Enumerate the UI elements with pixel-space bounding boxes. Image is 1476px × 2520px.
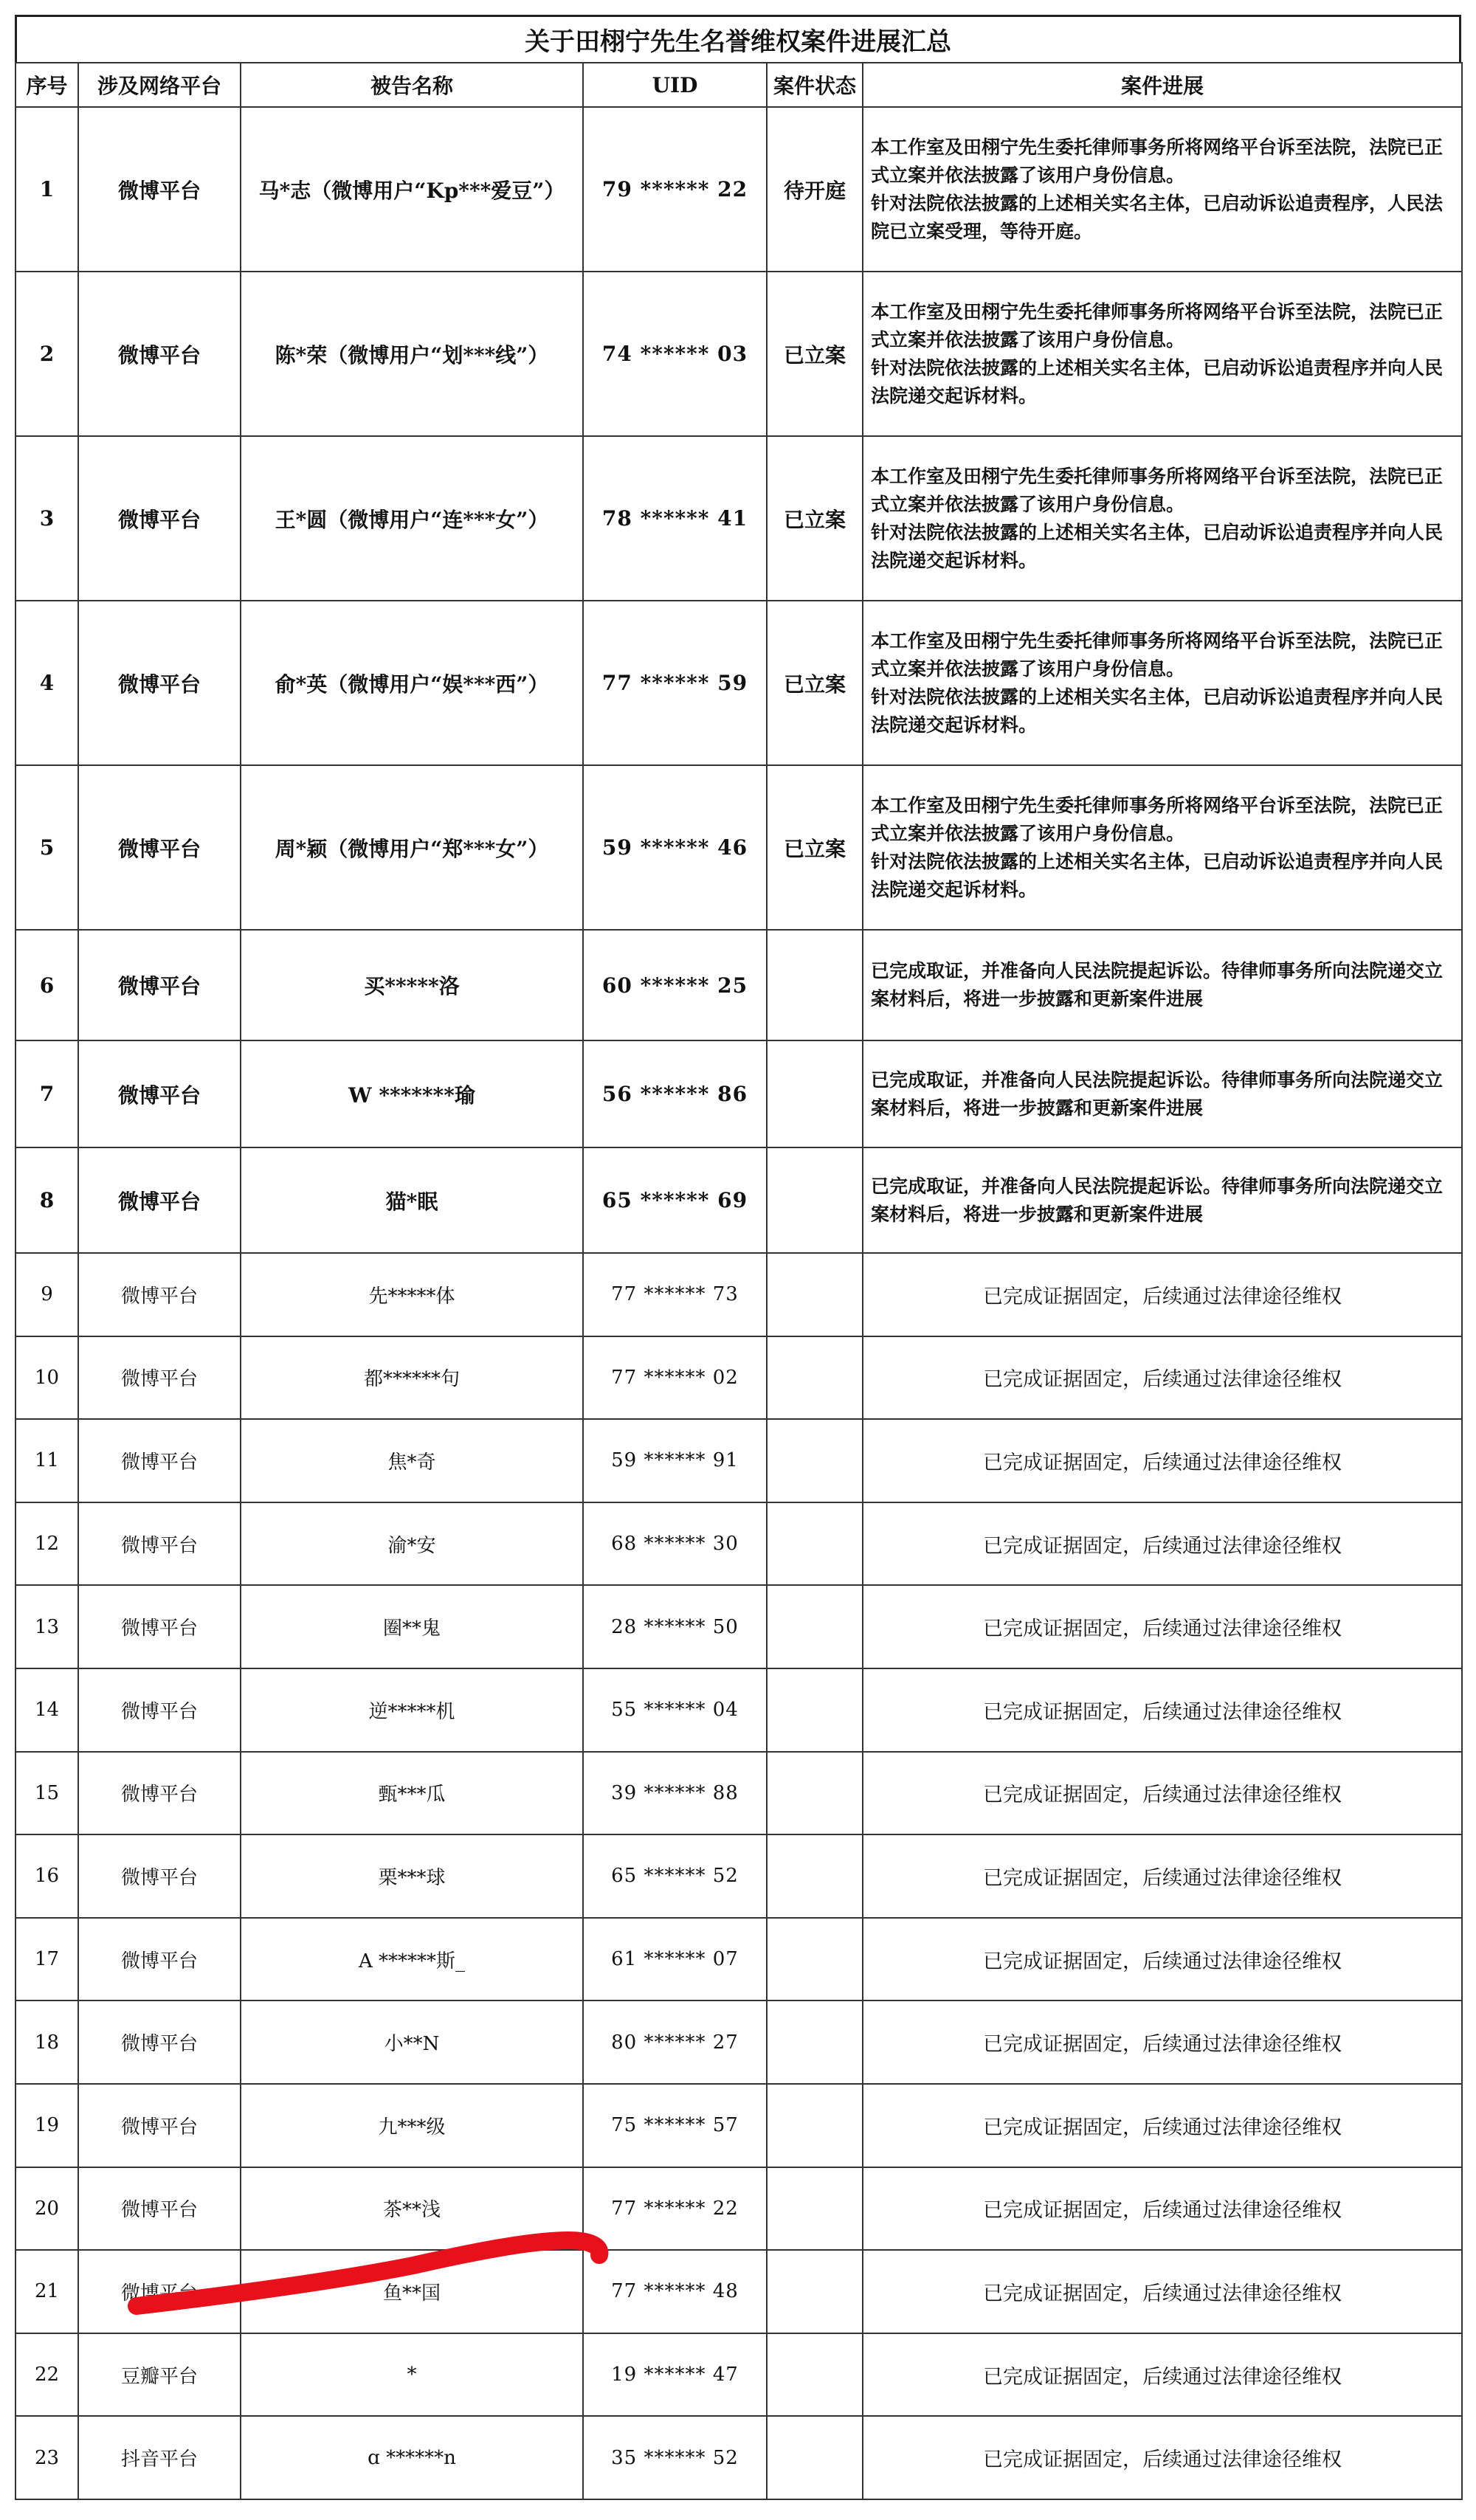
cell-status bbox=[767, 2416, 863, 2499]
cell-platform: 微博平台 bbox=[78, 765, 241, 930]
cell-defendant: 都******句 bbox=[241, 1336, 583, 1420]
table-row bbox=[15, 1918, 1462, 2001]
cell-defendant: 俞*英（微博用户“娱***西”） bbox=[241, 601, 583, 765]
progress-line: 本工作室及田栩宁先生委托律师事务所将网络平台诉至法院，法院已正式立案并依法披露了该用户身份信息。 bbox=[871, 629, 1444, 680]
cell-uid: 65 ****** 69 bbox=[583, 1147, 767, 1253]
cell-status: 已立案 bbox=[767, 601, 863, 765]
table-row bbox=[15, 2416, 1462, 2499]
cell-status bbox=[767, 1147, 863, 1253]
cell-platform: 微博平台 bbox=[78, 1668, 241, 1752]
cell-status bbox=[767, 1040, 863, 1147]
cell-platform: 微博平台 bbox=[78, 107, 241, 272]
cell-uid: 68 ****** 30 bbox=[583, 1502, 767, 1586]
header-progress: 案件进展 bbox=[863, 63, 1462, 107]
progress-line: 已完成证据固定，后续通过法律途径维权 bbox=[983, 2033, 1342, 2057]
progress-line: 本工作室及田栩宁先生委托律师事务所将网络平台诉至法院，法院已正式立案并依法披露了该用户身份信息。 bbox=[871, 794, 1444, 844]
cell-platform: 微博平台 bbox=[78, 1752, 241, 1835]
progress-line: 已完成证据固定，后续通过法律途径维权 bbox=[983, 1784, 1342, 1807]
table-row bbox=[15, 1502, 1462, 1586]
cell-defendant: A ******斯_ bbox=[241, 1918, 583, 2001]
cell-no: 5 bbox=[15, 765, 78, 930]
cell-no: 6 bbox=[15, 930, 78, 1040]
table-row bbox=[15, 601, 1462, 765]
cell-status bbox=[767, 1502, 863, 1586]
cell-platform: 微博平台 bbox=[78, 1040, 241, 1147]
cell-progress bbox=[863, 2001, 1462, 2084]
cell-defendant: 买*****洛 bbox=[241, 930, 583, 1040]
cell-defendant: 九***级 bbox=[241, 2084, 583, 2167]
cell-progress bbox=[863, 2084, 1462, 2167]
cell-no: 21 bbox=[15, 2250, 78, 2333]
case-rows bbox=[15, 107, 1462, 2499]
table-row bbox=[15, 2167, 1462, 2251]
cell-no: 22 bbox=[15, 2333, 78, 2417]
case-summary-sheet bbox=[15, 15, 1461, 2500]
cell-uid: 39 ****** 88 bbox=[583, 1752, 767, 1835]
cell-defendant: 陈*荣（微博用户“划***线”） bbox=[241, 272, 583, 436]
table-row bbox=[15, 1147, 1462, 1253]
cell-platform: 抖音平台 bbox=[78, 2416, 241, 2499]
cell-progress bbox=[863, 2167, 1462, 2251]
cell-uid: 79 ****** 22 bbox=[583, 107, 767, 272]
cell-progress bbox=[863, 2416, 1462, 2499]
progress-line: 已完成证据固定，后续通过法律途径维权 bbox=[983, 1950, 1342, 1973]
cell-defendant: 逆*****机 bbox=[241, 1668, 583, 1752]
cell-progress bbox=[863, 1336, 1462, 1420]
cell-defendant: 栗***球 bbox=[241, 1834, 583, 1918]
cell-status: 待开庭 bbox=[767, 107, 863, 272]
table-row bbox=[15, 930, 1462, 1040]
cell-status bbox=[767, 2333, 863, 2417]
table-row bbox=[15, 765, 1462, 930]
cell-platform: 豆瓣平台 bbox=[78, 2333, 241, 2417]
progress-line: 已完成取证，并准备向人民法院提起诉讼。待律师事务所向法院递交立案材料后，将进一步披露和更新案件进展 bbox=[871, 960, 1444, 1009]
header-uid: UID bbox=[583, 63, 767, 107]
cell-progress bbox=[863, 1040, 1462, 1147]
progress-line: 已完成证据固定，后续通过法律途径维权 bbox=[983, 1534, 1342, 1558]
cell-no: 11 bbox=[15, 1419, 78, 1502]
cell-progress bbox=[863, 1502, 1462, 1586]
cell-platform: 微博平台 bbox=[78, 1918, 241, 2001]
cell-uid: 61 ****** 07 bbox=[583, 1918, 767, 2001]
table-row bbox=[15, 436, 1462, 601]
cell-progress bbox=[863, 1585, 1462, 1668]
cell-platform: 微博平台 bbox=[78, 1253, 241, 1336]
progress-line: 针对法院依法披露的上述相关实名主体，已启动诉讼追责程序并向人民法院递交起诉材料。 bbox=[871, 686, 1444, 736]
cell-uid: 77 ****** 73 bbox=[583, 1253, 767, 1336]
header-platform: 涉及网络平台 bbox=[78, 63, 241, 107]
cell-status: 已立案 bbox=[767, 436, 863, 601]
cell-progress bbox=[863, 1147, 1462, 1253]
cell-uid: 77 ****** 22 bbox=[583, 2167, 767, 2251]
cell-platform: 微博平台 bbox=[78, 2250, 241, 2333]
cell-no: 19 bbox=[15, 2084, 78, 2167]
cell-no: 2 bbox=[15, 272, 78, 436]
cell-progress bbox=[863, 930, 1462, 1040]
cell-status bbox=[767, 930, 863, 1040]
cell-platform: 微博平台 bbox=[78, 1147, 241, 1253]
table-row bbox=[15, 1040, 1462, 1147]
progress-line: 已完成证据固定，后续通过法律途径维权 bbox=[983, 1285, 1342, 1308]
cell-defendant: ɑ ******n bbox=[241, 2416, 583, 2499]
cell-platform: 微博平台 bbox=[78, 272, 241, 436]
table-row bbox=[15, 2084, 1462, 2167]
cell-uid: 75 ****** 57 bbox=[583, 2084, 767, 2167]
progress-line: 针对法院依法披露的上述相关实名主体，已启动诉讼追责程序，人民法院已立案受理，等待开庭。 bbox=[871, 192, 1444, 242]
table-row bbox=[15, 1834, 1462, 1918]
cell-defendant: * bbox=[241, 2333, 583, 2417]
cell-status bbox=[767, 1918, 863, 2001]
table-row bbox=[15, 2001, 1462, 2084]
table-row bbox=[15, 1336, 1462, 1420]
cell-progress bbox=[863, 436, 1462, 601]
header-defendant: 被告名称 bbox=[241, 63, 583, 107]
cell-platform: 微博平台 bbox=[78, 2167, 241, 2251]
cell-no: 16 bbox=[15, 1834, 78, 1918]
cell-uid: 77 ****** 48 bbox=[583, 2250, 767, 2333]
cell-defendant: 渝*安 bbox=[241, 1502, 583, 1586]
cell-progress bbox=[863, 1918, 1462, 2001]
cell-defendant: 马*志（微博用户“Kp***爱豆”） bbox=[241, 107, 583, 272]
cell-status: 已立案 bbox=[767, 272, 863, 436]
cell-progress bbox=[863, 1752, 1462, 1835]
cell-uid: 28 ****** 50 bbox=[583, 1585, 767, 1668]
cell-no: 7 bbox=[15, 1040, 78, 1147]
progress-line: 已完成证据固定，后续通过法律途径维权 bbox=[983, 1618, 1342, 1641]
cell-uid: 80 ****** 27 bbox=[583, 2001, 767, 2084]
cell-platform: 微博平台 bbox=[78, 1834, 241, 1918]
cell-status bbox=[767, 1668, 863, 1752]
progress-line: 已完成取证，并准备向人民法院提起诉讼。待律师事务所向法院递交立案材料后，将进一步披露和更新案件进展 bbox=[871, 1175, 1444, 1225]
cell-no: 14 bbox=[15, 1668, 78, 1752]
cell-progress bbox=[863, 1834, 1462, 1918]
progress-line: 已完成取证，并准备向人民法院提起诉讼。待律师事务所向法院递交立案材料后，将进一步披露和更新案件进展 bbox=[871, 1069, 1444, 1119]
cell-no: 10 bbox=[15, 1336, 78, 1420]
progress-line: 已完成证据固定，后续通过法律途径维权 bbox=[983, 2365, 1342, 2389]
cell-platform: 微博平台 bbox=[78, 2084, 241, 2167]
header-status: 案件状态 bbox=[767, 63, 863, 107]
cell-platform: 微博平台 bbox=[78, 1336, 241, 1420]
cell-no: 20 bbox=[15, 2167, 78, 2251]
cell-platform: 微博平台 bbox=[78, 436, 241, 601]
cell-defendant: W *******瑜 bbox=[241, 1040, 583, 1147]
cell-no: 9 bbox=[15, 1253, 78, 1336]
cell-uid: 77 ****** 02 bbox=[583, 1336, 767, 1420]
cell-progress bbox=[863, 765, 1462, 930]
sheet-title: 关于田栩宁先生名誉维权案件进展汇总 bbox=[15, 15, 1461, 62]
cell-progress bbox=[863, 2333, 1462, 2417]
cell-status bbox=[767, 2084, 863, 2167]
cell-status bbox=[767, 1752, 863, 1835]
case-table bbox=[15, 62, 1463, 2500]
cell-no: 15 bbox=[15, 1752, 78, 1835]
cell-platform: 微博平台 bbox=[78, 1419, 241, 1502]
cell-uid: 60 ****** 25 bbox=[583, 930, 767, 1040]
cell-defendant: 甄***瓜 bbox=[241, 1752, 583, 1835]
cell-platform: 微博平台 bbox=[78, 2001, 241, 2084]
progress-line: 已完成证据固定，后续通过法律途径维权 bbox=[983, 1866, 1342, 1890]
cell-defendant: 茶**浅 bbox=[241, 2167, 583, 2251]
cell-uid: 59 ****** 91 bbox=[583, 1419, 767, 1502]
cell-status bbox=[767, 1336, 863, 1420]
progress-line: 针对法院依法披露的上述相关实名主体，已启动诉讼追责程序并向人民法院递交起诉材料。 bbox=[871, 850, 1444, 900]
cell-uid: 59 ****** 46 bbox=[583, 765, 767, 930]
cell-defendant: 鱼**国 bbox=[241, 2250, 583, 2333]
cell-progress bbox=[863, 2250, 1462, 2333]
cell-uid: 74 ****** 03 bbox=[583, 272, 767, 436]
cell-defendant: 周*颖（微博用户“郑***女”） bbox=[241, 765, 583, 930]
cell-defendant: 王*圆（微博用户“连***女”） bbox=[241, 436, 583, 601]
cell-no: 17 bbox=[15, 1918, 78, 2001]
cell-status: 已立案 bbox=[767, 765, 863, 930]
cell-defendant: 焦*奇 bbox=[241, 1419, 583, 1502]
cell-status bbox=[767, 2167, 863, 2251]
progress-line: 已完成证据固定，后续通过法律途径维权 bbox=[983, 1451, 1342, 1474]
cell-progress bbox=[863, 272, 1462, 436]
cell-no: 4 bbox=[15, 601, 78, 765]
progress-line: 已完成证据固定，后续通过法律途径维权 bbox=[983, 1368, 1342, 1392]
cell-status bbox=[767, 1253, 863, 1336]
progress-line: 已完成证据固定，后续通过法律途径维权 bbox=[983, 1700, 1342, 1724]
cell-status bbox=[767, 1585, 863, 1668]
cell-platform: 微博平台 bbox=[78, 1502, 241, 1586]
table-row bbox=[15, 1253, 1462, 1336]
cell-platform: 微博平台 bbox=[78, 1585, 241, 1668]
cell-status bbox=[767, 2250, 863, 2333]
cell-status bbox=[767, 2001, 863, 2084]
table-row bbox=[15, 272, 1462, 436]
cell-platform: 微博平台 bbox=[78, 601, 241, 765]
cell-no: 3 bbox=[15, 436, 78, 601]
progress-line: 本工作室及田栩宁先生委托律师事务所将网络平台诉至法院，法院已正式立案并依法披露了该用户身份信息。 bbox=[871, 300, 1444, 351]
table-row bbox=[15, 1752, 1462, 1835]
cell-no: 8 bbox=[15, 1147, 78, 1253]
progress-line: 已完成证据固定，后续通过法律途径维权 bbox=[983, 2199, 1342, 2223]
cell-uid: 56 ****** 86 bbox=[583, 1040, 767, 1147]
cell-no: 12 bbox=[15, 1502, 78, 1586]
cell-no: 13 bbox=[15, 1585, 78, 1668]
table-row bbox=[15, 2250, 1462, 2333]
cell-progress bbox=[863, 1668, 1462, 1752]
cell-defendant: 猫*眠 bbox=[241, 1147, 583, 1253]
table-row bbox=[15, 2333, 1462, 2417]
table-row bbox=[15, 107, 1462, 272]
table-row bbox=[15, 1585, 1462, 1668]
cell-uid: 19 ****** 47 bbox=[583, 2333, 767, 2417]
cell-progress bbox=[863, 1419, 1462, 1502]
table-row bbox=[15, 1419, 1462, 1502]
cell-defendant: 圈**鬼 bbox=[241, 1585, 583, 1668]
progress-line: 本工作室及田栩宁先生委托律师事务所将网络平台诉至法院，法院已正式立案并依法披露了该用户身份信息。 bbox=[871, 136, 1444, 186]
progress-line: 针对法院依法披露的上述相关实名主体，已启动诉讼追责程序并向人民法院递交起诉材料。 bbox=[871, 356, 1444, 407]
cell-status bbox=[767, 1419, 863, 1502]
cell-uid: 77 ****** 59 bbox=[583, 601, 767, 765]
cell-defendant: 小**N bbox=[241, 2001, 583, 2084]
cell-no: 18 bbox=[15, 2001, 78, 2084]
cell-status bbox=[767, 1834, 863, 1918]
cell-platform: 微博平台 bbox=[78, 930, 241, 1040]
table-row bbox=[15, 1668, 1462, 1752]
cell-uid: 55 ****** 04 bbox=[583, 1668, 767, 1752]
cell-progress bbox=[863, 107, 1462, 272]
progress-line: 针对法院依法披露的上述相关实名主体，已启动诉讼追责程序并向人民法院递交起诉材料。 bbox=[871, 521, 1444, 571]
cell-no: 23 bbox=[15, 2416, 78, 2499]
progress-line: 本工作室及田栩宁先生委托律师事务所将网络平台诉至法院，法院已正式立案并依法披露了该用户身份信息。 bbox=[871, 465, 1444, 515]
header-no: 序号 bbox=[15, 63, 78, 107]
cell-progress bbox=[863, 1253, 1462, 1336]
progress-line: 已完成证据固定，后续通过法律途径维权 bbox=[983, 2448, 1342, 2472]
progress-line: 已完成证据固定，后续通过法律途径维权 bbox=[983, 2116, 1342, 2139]
cell-uid: 35 ****** 52 bbox=[583, 2416, 767, 2499]
cell-uid: 65 ****** 52 bbox=[583, 1834, 767, 1918]
cell-progress bbox=[863, 601, 1462, 765]
cell-defendant: 先*****体 bbox=[241, 1253, 583, 1336]
cell-no: 1 bbox=[15, 107, 78, 272]
progress-line: 已完成证据固定，后续通过法律途径维权 bbox=[983, 2282, 1342, 2305]
cell-uid: 78 ****** 41 bbox=[583, 436, 767, 601]
header-row bbox=[15, 63, 1462, 107]
